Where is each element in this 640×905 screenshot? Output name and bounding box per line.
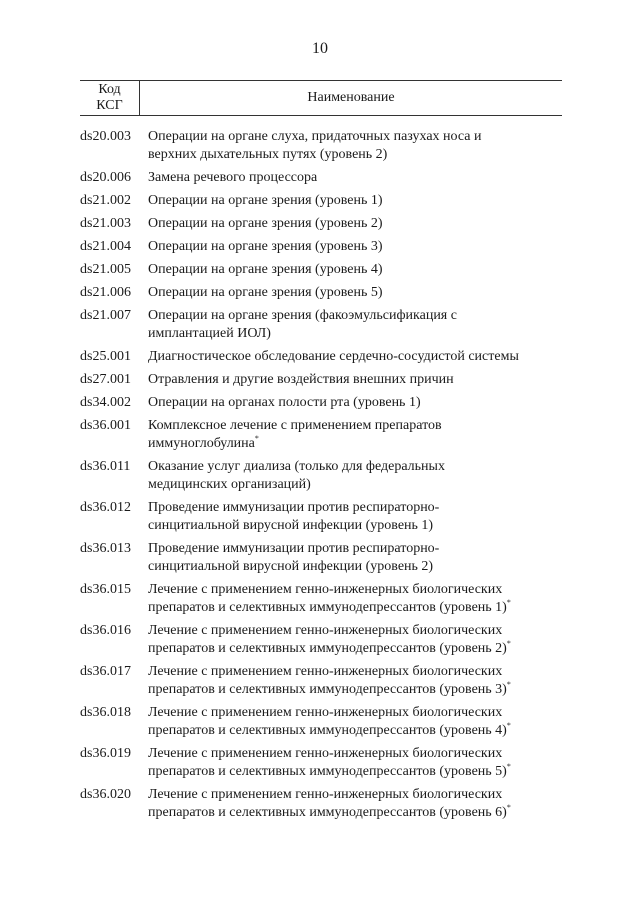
table-row: [80, 581, 562, 617]
row-name: [148, 284, 562, 302]
row-name-text: Операции на органе слуха, придаточных пазухах носа и верхних дыхательных путях (уровень 2): [148, 129, 482, 162]
row-code: ds20.003: [80, 129, 131, 144]
footnote-mark: *: [506, 803, 511, 812]
row-code: ds27.001: [80, 372, 131, 387]
row-name-text: Замена речевого процессора: [148, 170, 318, 185]
footnote-mark: *: [506, 598, 511, 607]
row-name-text: Оказание услуг диализа (только для федеральных медицинских организаций): [148, 459, 445, 492]
row-code: ds36.020: [80, 787, 131, 802]
footnote-mark: *: [506, 639, 511, 648]
table-row: [80, 540, 562, 576]
row-name: [148, 261, 562, 279]
row-name-text: Лечение с применением генно-инженерных биологических препаратов и селективных иммунодепрессантов (уровень 2): [148, 623, 507, 656]
page-number: 10: [312, 40, 328, 57]
table-body: [80, 128, 562, 827]
row-name: [148, 622, 562, 658]
row-code: ds36.016: [80, 623, 131, 638]
row-code: ds21.005: [80, 262, 131, 277]
row-name: [148, 786, 562, 822]
row-code: ds25.001: [80, 349, 131, 364]
footnote-mark: *: [254, 434, 259, 443]
row-code: ds36.012: [80, 500, 131, 515]
table-row: [80, 215, 562, 233]
table-row: [80, 394, 562, 412]
row-name: [148, 128, 562, 164]
row-code: ds36.013: [80, 541, 131, 556]
table-row: [80, 458, 562, 494]
row-name-text: Операции на органах полости рта (уровень 1): [148, 395, 421, 410]
row-code: ds21.003: [80, 216, 131, 231]
row-code: ds21.006: [80, 285, 131, 300]
row-name: [148, 540, 562, 576]
row-name: [148, 663, 562, 699]
row-name-text: Проведение иммунизации против респираторно- синцитиальной вирусной инфекции (уровень 2): [148, 541, 440, 574]
row-name-text: Лечение с применением генно-инженерных биологических препаратов и селективных иммунодепрессантов (уровень 6): [148, 787, 507, 820]
row-name-text: Лечение с применением генно-инженерных биологических препаратов и селективных иммунодепрессантов (уровень 5): [148, 746, 507, 779]
table-row: [80, 348, 562, 366]
row-code: ds20.006: [80, 170, 131, 185]
table-header: [80, 80, 562, 116]
row-name-text: Комплексное лечение с применением препаратов иммуноглобулина: [148, 418, 442, 451]
table-row: [80, 663, 562, 699]
row-name-text: Отравления и другие воздействия внешних причин: [148, 372, 454, 387]
row-code: ds21.002: [80, 193, 131, 208]
row-name: [148, 169, 562, 187]
row-name: [148, 192, 562, 210]
table-row: [80, 622, 562, 658]
row-name-text: Операции на органе зрения (уровень 4): [148, 262, 383, 277]
table-row: [80, 261, 562, 279]
row-name-text: Диагностическое обследование сердечно-сосудистой системы: [148, 349, 519, 364]
row-name-text: Лечение с применением генно-инженерных биологических препаратов и селективных иммунодепрессантов (уровень 3): [148, 664, 507, 697]
row-code: ds36.015: [80, 582, 131, 597]
row-name: [148, 348, 562, 366]
row-code: ds36.017: [80, 664, 131, 679]
footnote-mark: *: [506, 762, 511, 771]
table-row: [80, 192, 562, 210]
row-name-text: Проведение иммунизации против респираторно- синцитиальной вирусной инфекции (уровень 1): [148, 500, 440, 533]
footnote-mark: *: [506, 680, 511, 689]
row-code: ds34.002: [80, 395, 131, 410]
table-row: [80, 307, 562, 343]
row-name: [148, 371, 562, 389]
row-code: ds36.019: [80, 746, 131, 761]
row-name: [148, 745, 562, 781]
row-code: ds21.004: [80, 239, 131, 254]
row-name: [148, 307, 562, 343]
row-name-text: Лечение с применением генно-инженерных биологических препаратов и селективных иммунодепрессантов (уровень 4): [148, 705, 507, 738]
header-code-label: Код КСГ: [80, 81, 140, 115]
row-code: ds36.001: [80, 418, 131, 433]
table-row: [80, 238, 562, 256]
row-name: [148, 417, 562, 453]
row-name-text: Операции на органе зрения (уровень 1): [148, 193, 383, 208]
footnote-mark: *: [506, 721, 511, 730]
row-name: [148, 458, 562, 494]
table-row: [80, 128, 562, 164]
table-row: [80, 745, 562, 781]
table-row: [80, 284, 562, 302]
row-name-text: Операции на органе зрения (уровень 3): [148, 239, 383, 254]
row-name-text: Операции на органе зрения (уровень 2): [148, 216, 383, 231]
row-code: ds36.011: [80, 459, 131, 474]
header-name-label: Наименование: [307, 90, 395, 105]
row-name: [148, 238, 562, 256]
table-row: [80, 169, 562, 187]
row-name: [148, 215, 562, 233]
row-name-text: Операции на органе зрения (факоэмульсификация с имплантацией ИОЛ): [148, 308, 457, 341]
row-code: ds21.007: [80, 308, 131, 323]
row-name: [148, 581, 562, 617]
table-row: [80, 371, 562, 389]
table-row: [80, 417, 562, 453]
row-name-text: Операции на органе зрения (уровень 5): [148, 285, 383, 300]
table-row: [80, 499, 562, 535]
table-row: [80, 786, 562, 822]
row-name: [148, 394, 562, 412]
row-code: ds36.018: [80, 705, 131, 720]
table-row: [80, 704, 562, 740]
row-name: [148, 499, 562, 535]
row-name: [148, 704, 562, 740]
row-name-text: Лечение с применением генно-инженерных биологических препаратов и селективных иммунодепрессантов (уровень 1): [148, 582, 507, 615]
